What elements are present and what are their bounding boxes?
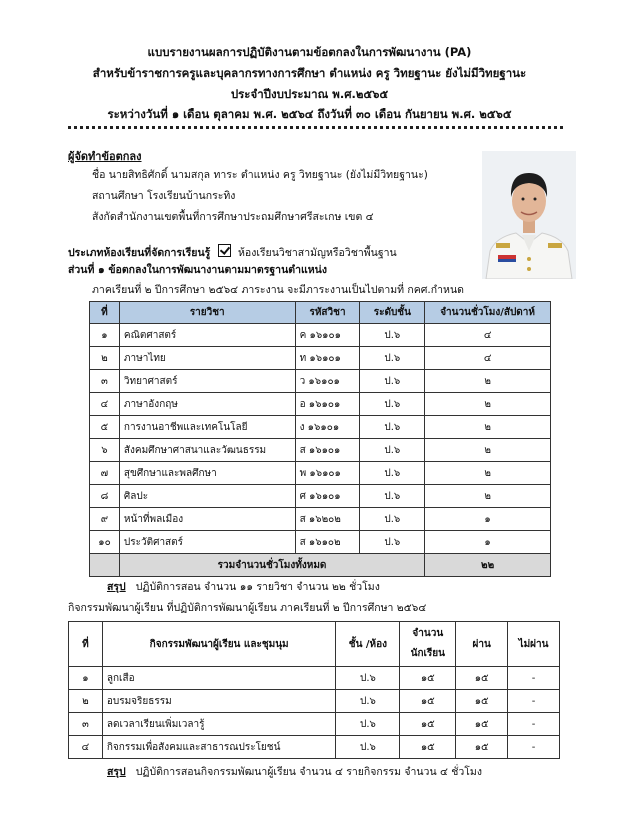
table-cell: สุขศึกษาและพลศึกษา xyxy=(119,462,295,485)
col-header: กิจกรรมพัฒนาผู้เรียน และชุมนุม xyxy=(102,622,336,667)
table-cell: ๑๕ xyxy=(456,713,508,736)
table-cell: ป.๖ xyxy=(360,531,425,554)
table-cell: อ ๑๖๑๐๑ xyxy=(295,393,360,416)
table-cell: ป.๖ xyxy=(336,667,400,690)
col-header: ชั้น /ห้อง xyxy=(336,622,400,667)
table-cell: ป.๖ xyxy=(360,485,425,508)
table-cell: - xyxy=(508,690,560,713)
workload-line: ภาคเรียนที่ ๒ ปีการศึกษา ๒๕๖๔ ภาระงาน จะมีภาระงานเป็นไปตามที่ กคศ.กำหนด xyxy=(92,284,464,296)
table-cell: ๔ xyxy=(425,347,551,370)
table-cell: ป.๖ xyxy=(336,736,400,759)
table-cell: ๑๕ xyxy=(456,690,508,713)
table-row xyxy=(90,416,551,439)
table-cell: ๑๐ xyxy=(90,531,120,554)
table-row xyxy=(90,439,551,462)
table-cell: ๓ xyxy=(69,713,103,736)
table-cell: - xyxy=(508,667,560,690)
checked-checkbox[interactable] xyxy=(218,244,231,257)
table-cell: ๒ xyxy=(69,690,103,713)
table-cell: อบรมจริยธรรม xyxy=(102,690,336,713)
table-cell: ๑ xyxy=(425,531,551,554)
table-cell: ๔ xyxy=(69,736,103,759)
classroom-type-option: ห้องเรียนวิชาสามัญหรือวิชาพื้นฐาน xyxy=(237,247,397,259)
table-row xyxy=(69,667,560,690)
table-row xyxy=(69,736,560,759)
agreement-maker-heading: ผู้จัดทำข้อตกลง xyxy=(68,150,142,163)
part1-heading: ส่วนที่ ๑ ข้อตกลงในการพัฒนางานตามมาตรฐานตำแหน่ง xyxy=(68,264,327,276)
table-row xyxy=(90,370,551,393)
table-cell: ๒ xyxy=(425,416,551,439)
classroom-type-label: ประเภทห้องเรียนที่จัดการเรียนรู้ xyxy=(68,247,211,259)
col-header: ที่ xyxy=(69,622,103,667)
period-line: ระหว่างวันที่ ๑ เดือน ตุลาคม พ.ศ. ๒๕๖๔ ถึงวันที่ ๓๐ เดือน กันยายน พ.ศ. ๒๕๖๕ xyxy=(107,107,512,121)
table-cell: - xyxy=(508,713,560,736)
table-cell: ป.๖ xyxy=(360,370,425,393)
table-cell: การงานอาชีพและเทคโนโลยี xyxy=(119,416,295,439)
name-line: ชื่อ นายสิทธิศักดิ์ นามสกุล ทาระ ตำแหน่ง ครู วิทยฐานะ (ยังไม่มีวิทยฐานะ) xyxy=(92,169,428,181)
activities-table xyxy=(68,621,560,759)
total-row xyxy=(90,554,551,577)
table-cell: ๒ xyxy=(425,439,551,462)
table-cell: ลูกเสือ xyxy=(102,667,336,690)
table-cell: ๓ xyxy=(90,370,120,393)
table-cell: ว ๑๖๑๐๑ xyxy=(295,370,360,393)
table-cell xyxy=(90,554,120,577)
table-cell: ๑๕ xyxy=(400,690,456,713)
table-cell: ๘ xyxy=(90,485,120,508)
table-cell: ๑๕ xyxy=(400,667,456,690)
table-cell: ค ๑๖๑๐๑ xyxy=(295,324,360,347)
table-cell: คณิตศาสตร์ xyxy=(119,324,295,347)
table-cell: สังคมศึกษาศาสนาและวัฒนธรรม xyxy=(119,439,295,462)
table-cell: ภาษาไทย xyxy=(119,347,295,370)
table-cell: ป.๖ xyxy=(360,439,425,462)
activities-summary: ปฏิบัติการสอนกิจกรรมพัฒนาผู้เรียน จำนวน ๔ รายกิจกรรม จำนวน ๔ ชั่วโมง xyxy=(135,766,482,778)
table-cell: - xyxy=(508,736,560,759)
table-cell: ๑๕ xyxy=(456,667,508,690)
table-cell: ๔ xyxy=(425,324,551,347)
table-cell: ๒ xyxy=(425,462,551,485)
table-cell: ป.๖ xyxy=(336,713,400,736)
table-cell: ๙ xyxy=(90,508,120,531)
report-subtitle: สำหรับข้าราชการครูและบุคลากรทางการศึกษา ตำแหน่ง ครู วิทยฐานะ ยังไม่มีวิทยฐานะ xyxy=(92,66,527,80)
table-cell: ง ๑๖๑๐๑ xyxy=(295,416,360,439)
table-cell: ๒ xyxy=(425,485,551,508)
table-cell: ๑ xyxy=(90,324,120,347)
table-row xyxy=(69,690,560,713)
table-cell: วิทยาศาสตร์ xyxy=(119,370,295,393)
table-row xyxy=(90,531,551,554)
table-cell: ป.๖ xyxy=(360,508,425,531)
table-cell: ๑๕ xyxy=(400,713,456,736)
total-label: รวมจำนวนชั่วโมงทั้งหมด xyxy=(119,554,424,577)
table-cell: ศ ๑๖๑๐๑ xyxy=(295,485,360,508)
summary-label: สรุป xyxy=(107,766,126,778)
table-cell: ๑๕ xyxy=(456,736,508,759)
col-header: รายวิชา xyxy=(119,302,295,324)
subjects-table xyxy=(89,301,551,577)
dotted-divider xyxy=(68,126,563,129)
table-cell: ป.๖ xyxy=(360,324,425,347)
col-header: จำนวนชั่วโมง/สัปดาห์ xyxy=(425,302,551,324)
table-cell: กิจกรรมเพื่อสังคมและสาธารณประโยชน์ xyxy=(102,736,336,759)
teaching-summary: ปฏิบัติการสอน จำนวน ๑๑ รายวิชา จำนวน ๒๒ ชั่วโมง xyxy=(135,581,380,593)
table-row xyxy=(90,324,551,347)
summary-label: สรุป xyxy=(107,581,126,593)
table-row xyxy=(90,462,551,485)
report-title: แบบรายงานผลการปฏิบัติงานตามข้อตกลงในการพัฒนางาน (PA) xyxy=(147,45,472,59)
table-cell: ป.๖ xyxy=(360,416,425,439)
table-row xyxy=(90,347,551,370)
col-header: ไม่ผ่าน xyxy=(508,622,560,667)
col-header: จำนวน นักเรียน xyxy=(400,622,456,667)
activities-intro: กิจกรรมพัฒนาผู้เรียน ที่ปฏิบัติการพัฒนาผู้เรียน ภาคเรียนที่ ๒ ปีการศึกษา ๒๕๖๔ xyxy=(68,602,427,614)
table-cell: ๒ xyxy=(425,393,551,416)
table-cell: ๑๕ xyxy=(400,736,456,759)
table-cell: ป.๖ xyxy=(360,347,425,370)
table-cell: ๑ xyxy=(425,508,551,531)
col-header: รหัสวิชา xyxy=(295,302,360,324)
table-row xyxy=(69,713,560,736)
total-value: ๒๒ xyxy=(425,554,551,577)
col-header: ผ่าน xyxy=(456,622,508,667)
teacher-photo xyxy=(482,151,576,279)
affiliation-line: สังกัดสำนักงานเขตพื้นที่การศึกษาประถมศึกษาศรีสะเกษ เขต ๔ xyxy=(92,211,374,223)
table-cell: ศิลปะ xyxy=(119,485,295,508)
table-cell: ป.๖ xyxy=(360,462,425,485)
table-cell: ส ๑๖๑๐๒ xyxy=(295,531,360,554)
table-cell: ภาษาอังกฤษ xyxy=(119,393,295,416)
table-cell: ๔ xyxy=(90,393,120,416)
table-cell: ประวัติศาสตร์ xyxy=(119,531,295,554)
table-cell: ท ๑๖๑๐๑ xyxy=(295,347,360,370)
table-cell: ป.๖ xyxy=(336,690,400,713)
table-cell: ป.๖ xyxy=(360,393,425,416)
table-cell: พ ๑๖๑๐๑ xyxy=(295,462,360,485)
table-cell: ๑ xyxy=(69,667,103,690)
table-cell: ๖ xyxy=(90,439,120,462)
table-cell: ส ๑๖๑๐๑ xyxy=(295,439,360,462)
school-line: สถานศึกษา โรงเรียนบ้านกระทิง xyxy=(92,190,236,202)
table-cell: ลดเวลาเรียนเพิ่มเวลารู้ xyxy=(102,713,336,736)
table-cell: ๕ xyxy=(90,416,120,439)
table-cell: ๗ xyxy=(90,462,120,485)
subjects-table-header xyxy=(90,302,551,324)
col-header: ที่ xyxy=(90,302,120,324)
table-cell: ๒ xyxy=(425,370,551,393)
fiscal-year: ประจำปีงบประมาณ พ.ศ.๒๕๖๕ xyxy=(230,87,389,101)
table-row xyxy=(90,485,551,508)
table-row xyxy=(90,508,551,531)
table-row xyxy=(90,393,551,416)
table-cell: หน้าที่พลเมือง xyxy=(119,508,295,531)
table-cell: ส ๑๖๒๐๒ xyxy=(295,508,360,531)
col-header: ระดับชั้น xyxy=(360,302,425,324)
table-cell: ๒ xyxy=(90,347,120,370)
activities-table-header xyxy=(69,622,560,667)
